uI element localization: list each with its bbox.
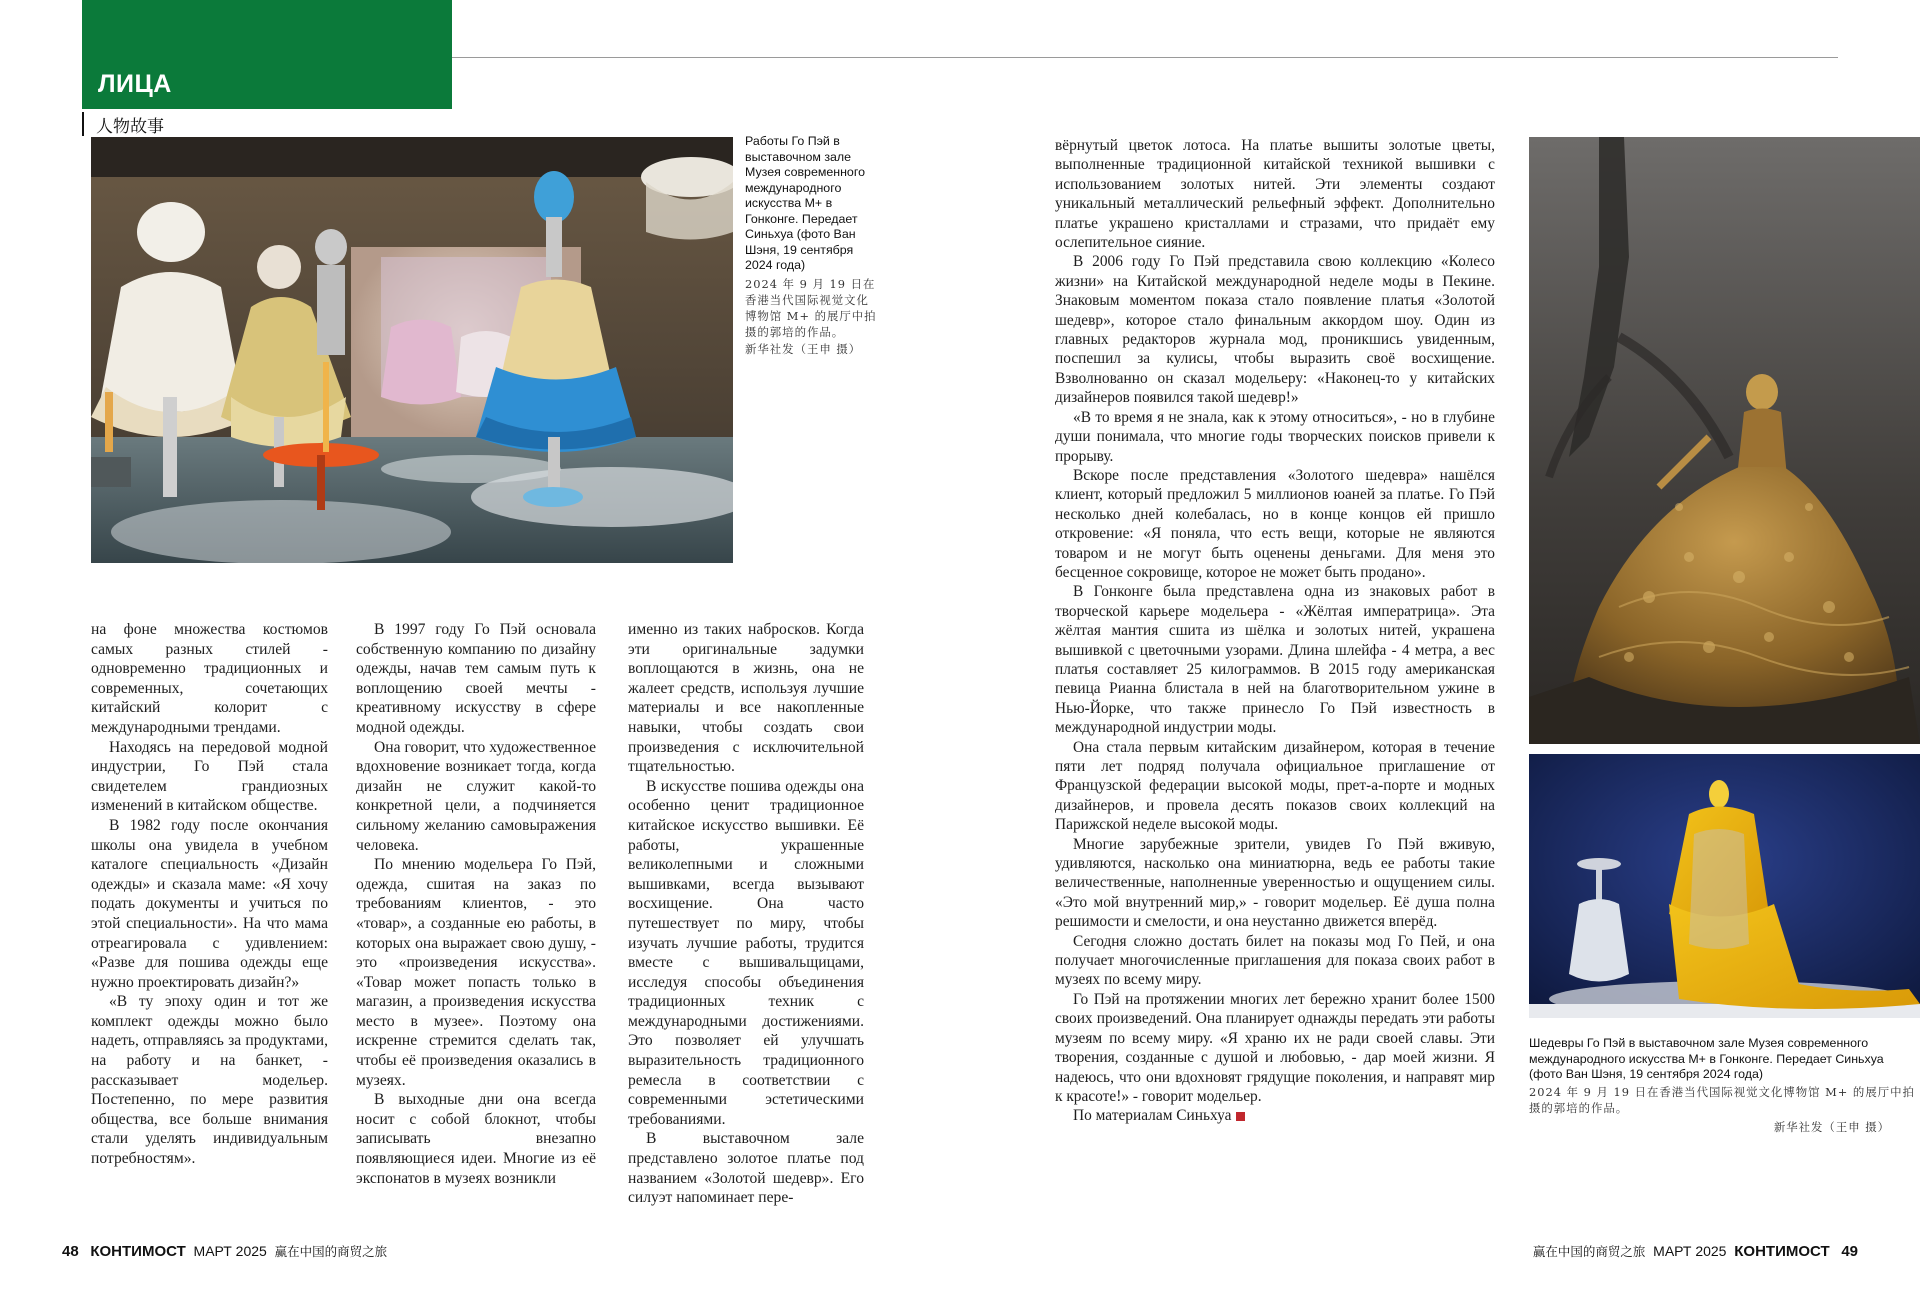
paragraph: именно из таких набросков. Когда эти оригинальные задумки воплощаются в жизнь, она не жалеет средств, используя лучшие материалы и все накопленные навыки, чтобы создать свои произведения с исключительной тщательностью.: [628, 621, 864, 776]
paragraph: «В ту эпоху один и тот же комплект одежды можно было надеть, отправляясь за продуктами, на работу и на банкет, - рассказывает модельер. Постепенно, по мере развития общества, все больше внимания стали уделять индивидуальным потребностям».: [91, 993, 328, 1168]
header-rule: [452, 57, 1838, 58]
subsection-marker: [82, 112, 84, 136]
paragraph: вёрнутый цветок лотоса. На платье вышиты золотые цветы, выполненные традиционной китайской техникой вышивки с использованием золотых нитей. Эти элементы создают уникальный металлический рельефный эффект. Дополнительно платье украшено кристаллами и стразами, что придаёт ему ослепительное сияние.: [1055, 137, 1495, 252]
paragraph: Она говорит, что художественное вдохновение возникает тогда, когда дизайн не служит какой-то конкретной цели, а подчиняется сильному желанию самовыражения человека.: [356, 738, 596, 854]
paragraph: В искусстве пошива одежды она особенно ценит традиционное китайское искусство вышивки. Её работы, украшенные великолепными и сложными вышивками, всегда вызывают восхищение. Она часто путешествует по миру, чтобы изучать лучшие работы, трудится вместе с вышивальщицами, исследуя способы объединения традиционных техник с международными достижениями. Это позволяет ей улучшать выразительность традиционного ремесла в соответствии с современными эстетическими требованиями.: [628, 777, 864, 1128]
source-text: По материалам Синьхуа: [1073, 1107, 1232, 1125]
footer-right: [1533, 1242, 1858, 1260]
page-number-right: 49: [1841, 1243, 1858, 1260]
slogan-left: 赢在中国的商贸之旅: [274, 1244, 388, 1259]
paragraph: Сегодня сложно достать билет на показы мод Го Пей, и она получает многочисленные приглашения для показа своих работ в музеях по всему миру.: [1055, 932, 1495, 989]
end-mark-icon: [1236, 1112, 1245, 1121]
right-photo-caption-cn: 2024 年 9 月 19 日在香港当代国际视觉文化博物馆 M+ 的展厅中拍摄的郭培的作品。: [1529, 1084, 1915, 1115]
yellow-gown-image: [1529, 754, 1920, 1018]
golden-dress-image: [1529, 137, 1920, 744]
right-photo-caption-ru: Шедевры Го Пэй в выставочном зале Музея современного международного искусства М+ в Гонконге. Передает Синьхуа (фото Ван Шэня, 19 сентября 2024 года): [1529, 1036, 1884, 1081]
section-banner: [82, 0, 452, 109]
top-photo-caption-cn: 2024 年 9 月 19 日在香港当代国际视觉文化博物馆 M+ 的展厅中拍摄的郭培的作品。: [745, 276, 877, 339]
article-column-1: [91, 620, 328, 1169]
right-photo-credit-cn: 新华社发（王申 摄）: [1773, 1119, 1890, 1134]
article-column-3: [628, 620, 864, 1208]
paragraph: В выставочном зале представлено золотое платье под названием «Золотой шедевр». Его силуэт напоминает пере-: [628, 1130, 864, 1207]
slogan-right: 赢在中国的商贸之旅: [1532, 1244, 1646, 1259]
paragraph: В Гонконге была представлена одна из знаковых работ в творческой карьере модельера - «Жёлтая императрица». Эта жёлтая мантия сшита из шёлка и золотых нитей, украшена вышивкой с цветочными узорами. Длина шлейфа - 4 метра, а вес платья составляет 25 килограммов. В 2015 году американская певица Рианна блистала в ней на благотворительном ужине в Нью-Йорке, что также принесло Го Пэй известность в международной индустрии моды.: [1055, 583, 1495, 737]
section-title: ЛИЦА: [98, 70, 172, 98]
top-photo-credit-cn: 新华社发（王申 摄）: [745, 341, 862, 356]
paragraph: В 1982 году после окончания школы она увидела в учебном каталоге специальность «Дизайн одежды» и сказала маме: «Я хочу подать документы и учиться по этой специальности». На что мама отреагировала с удивлением: «Разве для пошива одежды еще нужно проектировать дизайн?»: [91, 816, 328, 991]
yellow-gown-photo: [1529, 754, 1920, 1018]
right-photo-caption: [1529, 1036, 1920, 1135]
paragraph: В выходные дни она всегда носит с собой блокнот, чтобы записывать внезапно появляющиеся идеи. Многие из её экспонатов в музеях возникли: [356, 1091, 596, 1187]
page-number-left: 48: [62, 1243, 79, 1260]
top-photo-caption-ru: Работы Го Пэй в выставочном зале Музея современного международного искусства М+ в Гонконге. Передает Синьхуа (фото Ван Шэня, 19 сентября 2024 года): [745, 134, 865, 272]
article-column-4: [1055, 136, 1495, 1126]
paragraph: Находясь на передовой модной индустрии, Го Пэй стала свидетелем грандиозных изменений в китайском обществе.: [91, 738, 328, 815]
top-photo-caption: [745, 134, 877, 357]
exhibition-hall-image: [91, 137, 733, 563]
paragraph: В 2006 году Го Пэй представила свою коллекцию «Колесо жизни» на Китайской международной неделе моды в Пекине. Знаковым моментом показа стало появление платья «Золотой шедевр», которое стало финальным аккордом шоу. Один из главных редакторов журнала мод, проникшись увиденным, поспешил за кулисы, чтобы выразить своё восхищение. Взволнованно он сказал модельеру: «Наконец-то у китайских дизайнеров появился такой шедевр!»: [1055, 253, 1495, 407]
brand-left: КОНТИМОСТ: [90, 1243, 186, 1260]
source-line: [1055, 1106, 1495, 1125]
paragraph: Вскоре после представления «Золотого шедевра» нашёлся клиент, который предложил 5 миллионов юаней за платье. Го Пэй несколько дней колебалась, но в конце концов ей пришло откровение: «Я поняла, что есть вещи, которые не являются товаром и не могут быть оценены деньгами. Для меня это бесценное сокровище, которое не может быть продано».: [1055, 466, 1495, 581]
date-left: МАРТ 2025: [193, 1243, 267, 1259]
paragraph: на фоне множества костюмов самых разных стилей - одновременно традиционных и современных, сочетающих китайский колорит с международными трендами.: [91, 621, 328, 736]
article-column-2: [356, 620, 596, 1188]
paragraph: В 1997 году Го Пэй основала собственную компанию по дизайну одежды, начав тем самым путь к воплощению своей мечты - креативному искусству в сфере модной одежды.: [356, 621, 596, 736]
exhibition-hall-photo: [91, 137, 733, 563]
paragraph: Многие зарубежные зрители, увидев Го Пэй вживую, удивляются, насколько она миниатюрна, ведь ее работы такие величественные, наполненные уверенностью и ощущением силы. «Это мой внутренний мир,» - говорит модельер. Её душа полна решимости и смелости, и она неустанно движется вперёд.: [1055, 835, 1495, 931]
brand-right: КОНТИМОСТ: [1734, 1243, 1830, 1260]
subsection-title: 人物故事: [96, 117, 164, 137]
paragraph: Она стала первым китайским дизайнером, которая в течение пяти лет подряд получала официальное приглашение от Французской федерации высокой моды, прет-а-порте и модных дизайнеров, и провела десять показов своих коллекций на Парижской неделе высокой моды.: [1055, 738, 1495, 834]
footer-left: [62, 1242, 387, 1260]
paragraph: По мнению модельера Го Пэй, одежда, сшитая на заказ по требованиям клиентов, - это «товар», а созданные ею работы, в которых она выражает свою душу, - это «произведения искусства». «Товар может попасть только в магазин, а произведения искусства место в музее». Поэтому она искренне стремится сделать так, чтобы её произведения оказались в музеях.: [356, 856, 596, 1089]
date-right: МАРТ 2025: [1653, 1243, 1727, 1259]
golden-dress-photo: [1529, 137, 1920, 744]
paragraph: «В то время я не знала, как к этому относиться», - но в глубине души понимала, что многие годы творческих поисков привели к прорыву.: [1055, 408, 1495, 465]
paragraph: Го Пэй на протяжении многих лет бережно хранит более 1500 своих произведений. Она планирует однажды передать эти работы музеям по всему миру. «Я храню их не ради своей славы. Эти творения, созданные с душой и любовью, - дар моей жизни. Я надеюсь, что они вдохновят грядущие поколения, и направят мир к красоте!» - говорит модельер.: [1055, 990, 1495, 1105]
